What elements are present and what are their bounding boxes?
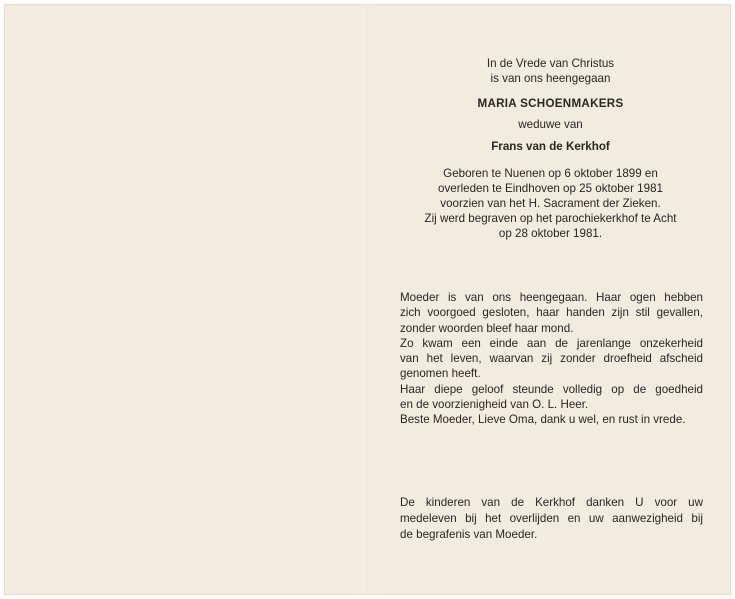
details-line: Geboren te Nuenen op 6 oktober 1899 en [443, 167, 658, 180]
poem-line: en de voorzienigheid van O. L. Heer. [400, 398, 589, 412]
thanks-line: de begrafenis van Moeder. [400, 527, 538, 541]
thanks-line: De kinderen van de Kerkhof danken U voor uw [400, 496, 703, 509]
life-details [398, 166, 703, 241]
poem-line: Moeder is van ons heengegaan. Haar ogen hebben [400, 291, 703, 304]
details-line: overleden te Eindhoven op 25 oktober 1981 [438, 182, 663, 195]
poem-line: Zo kwam een einde aan de jarenlange onzekerheid [400, 336, 703, 350]
details-line: voorzien van het H. Sacrament der Zieken. [440, 197, 661, 210]
thanks-note [400, 495, 703, 542]
details-line: Zij werd begraven op het parochiekerkhof te Acht [424, 212, 677, 225]
card-right-page [398, 56, 703, 241]
poem-line: genomen heeft. [400, 367, 481, 381]
card-fold [367, 4, 369, 595]
thanks-line: medeleven bij het overlijden en uw aanwezigheid bij [400, 511, 703, 525]
poem-line: van het leven, waarvan zij zonder droefheid afscheid [400, 352, 703, 366]
header-line-2: is van ons heengegaan [490, 72, 611, 85]
details-line: op 28 oktober 1981. [498, 227, 603, 240]
spouse-name: Frans van de Kerkhof [491, 140, 610, 153]
deceased-name: MARIA SCHOENMAKERS [477, 97, 624, 110]
poem-line: Beste Moeder, Lieve Oma, dank u wel, en rust in vrede. [400, 413, 686, 427]
announcement-header [398, 56, 703, 154]
header-line-1: In de Vrede van Christus [486, 57, 615, 70]
memorial-poem [400, 290, 703, 428]
poem-line: Haar diepe geloof steunde volledig op de goedheid [400, 382, 703, 396]
poem-line: zonder woorden bleef haar mond. [400, 321, 574, 335]
relation-text: weduwe van [518, 118, 583, 131]
poem-line: zich voorgoed gesloten, haar handen zijn stil gevallen, [400, 306, 703, 320]
